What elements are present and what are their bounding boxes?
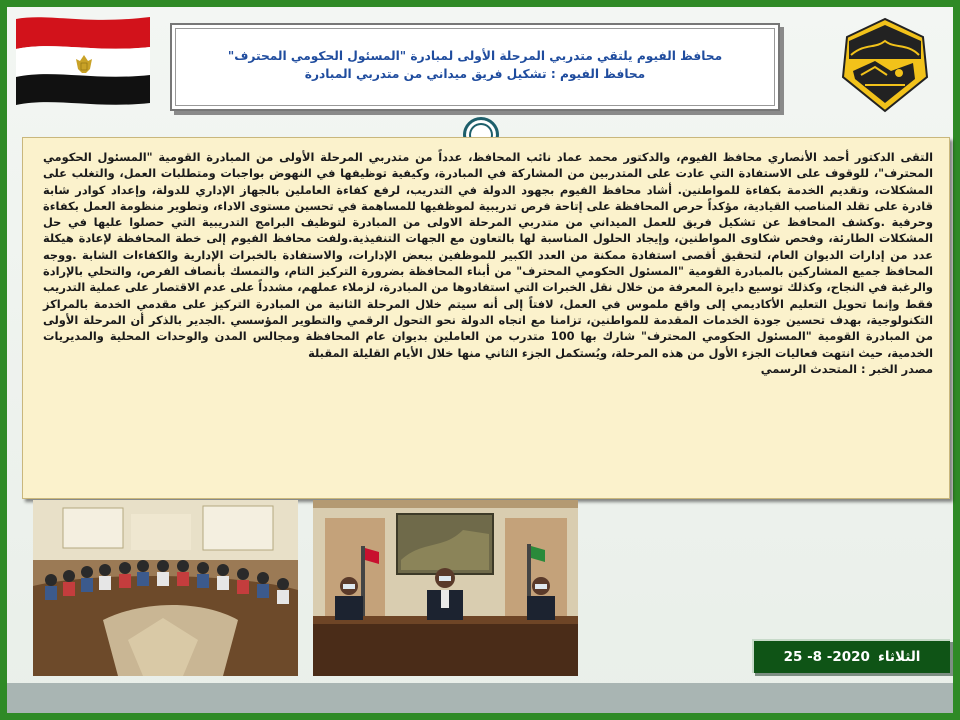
subheadline: محافظ الفيوم : تشكيل فريق ميداني من متدربي المبادرة <box>304 67 646 81</box>
bottom-strip <box>7 683 953 713</box>
page-frame <box>7 7 953 713</box>
governor-head-table-photo <box>313 500 578 676</box>
meeting-room-trainees-photo <box>33 500 298 676</box>
fayoum-governorate-logo-icon <box>835 15 935 115</box>
date-badge <box>752 639 950 673</box>
date-day: الثلاثاء <box>877 649 921 665</box>
article-source: مصدر الخبر : المتحدث الرسمي <box>760 361 933 376</box>
article-body: التقى الدكتور أحمد الأنصاري محافظ الفيوم، والدكتور محمد عماد نائب المحافظ، عدداً من متدربي المرحلة الأولى من المبادرة القومية "المسئول الحكومي المحترف"، للوقوف على الاستفادة التي عادت على المتدربين من المشاركة في المبادرة، وكيفية توظيفها في النهوض بواجبات ومتطلبات العمل، والتغلب على المشكلات، وتقديم الخدمة بكفاءة للمواطنين. أشاد محافظ الفيوم بجهود الدولة في التدريب، لرفع كفاءة العاملين بالجهاز الإداري للدولة، وإعداد كوادر شابة قادرة على تقلد المناصب القيادية، مؤكداً حرص المحافظة على إتاحة فرص تدريبية لموظفيها للمساهمة في تحسين مستوى الاداء، وتطوير منظومة العمل بكفاءة وحرفية .وكشف المحافظ عن تشكيل فريق للعمل الميداني من متدربي المرحلة الاولى من المبادرة لتوظيف البرامج التدريبية التي حصلوا عليها في حل المشكلات الطارئة، وفحص شكاوى المواطنين، وإيجاد الحلول المناسبة لها بالتعاون مع الجهات التنفيذية.ولفت محافظ الفيوم إلى خطة المحافظة لإعادة هيكلة عدد من إدارات الديوان العام، لتحقيق أقصى استفادة ممكنة من العدد الكبير للموظفين ببعض الإدارات، والاستفادة بالخبرات الإدارية والكفاءات الشابة .ووجه المحافظ جميع المشاركين بالمبادرة القومية "المسئول الحكومي المحترف" من أبناء المحافظة بضرورة التركيز التام، والتمسك بأنصاف الفرص، والتحلي بالإرادة والرغبة في النجاح، وكذلك توسيع دايرة المعرفة من خلال نقل الخبرات التي استفادوها من المبادرة، لزملاء عملهم، مشدداً على عدم الاقتصار على عملية التدريب فقط وإنما تحويل التعليم الأكاديمي إلى واقع ملموس في العمل، لافتاً إلى أنه سيتم خلال المرحلة الثانية من المبادرة التركيز على مقدمي الخدمة بالمراكز التكنولوجية، بهدف تحسين جودة الخدمات المقدمة للمواطنين، تزامنا مع اتجاه الدولة نحو التحول الرقمي والتطوير المؤسسي .الجدير بالذكر أن المرحلة الأولى من المبادرة القومية "المسئول الحكومي المحترف" شارك بها 100 متدرب من العاملين بديوان عام المحافظة ومجالس المدن والوحدات المحلية والمديريات الخدمية، حيث انتهت فعاليات الجزء الأول من هذه المرحلة، ويُستكمل الجزء الثاني منها خلال الأيام القليلة المقبلة <box>43 150 933 360</box>
date-value: 25 -8 -2020 <box>783 649 870 665</box>
title-box <box>170 23 780 111</box>
egypt-flag-icon <box>14 11 152 109</box>
headline: محافظ الفيوم يلتقي متدربي المرحلة الأولى لمبادرة "المسئول الحكومي المحترف" <box>227 49 723 63</box>
article-box <box>22 137 950 499</box>
